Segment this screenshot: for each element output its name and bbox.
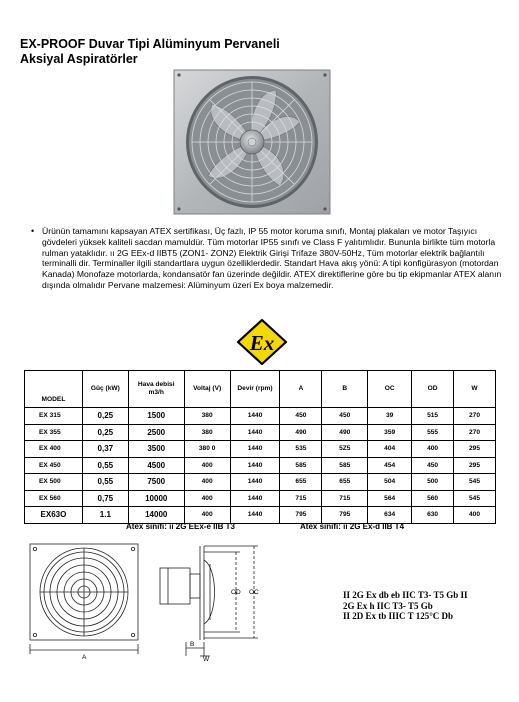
header-power: Güç (kW): [82, 371, 128, 408]
spec-table: [24, 370, 496, 524]
cell-od: 500: [412, 474, 454, 491]
header-a: A: [280, 371, 322, 408]
ex-logo-text: Ex: [249, 331, 275, 355]
cell-power: 0,25: [82, 408, 128, 425]
table-row: [25, 408, 496, 425]
cell-speed: 1440: [230, 408, 280, 425]
cell-w: 545: [454, 490, 496, 507]
certification-block: [343, 590, 467, 622]
ex-atex-logo-icon: [236, 318, 288, 366]
cell-od: 515: [412, 408, 454, 425]
cell-model: EX 315: [25, 408, 83, 425]
product-description: [31, 226, 504, 291]
cert-line-1: II 2G Ex db eb IIC T3- T5 Gb II: [343, 590, 468, 600]
cell-voltage: 400: [184, 474, 230, 491]
header-model: MODEL: [25, 371, 83, 408]
cell-a: 795: [280, 507, 322, 524]
cell-voltage: 400: [184, 457, 230, 474]
cell-power: 0,55: [82, 474, 128, 491]
cell-airflow: 10000: [128, 490, 184, 507]
cell-speed: 1440: [230, 424, 280, 441]
drawing-label-b: B: [190, 641, 195, 648]
cell-speed: 1440: [230, 490, 280, 507]
cell-w: 545: [454, 474, 496, 491]
cell-a: 655: [280, 474, 322, 491]
cell-od: 560: [412, 490, 454, 507]
atex-class-left: Atex sınıfı: ıı 2G EEx-e IIB T3: [126, 522, 235, 531]
cell-voltage: 400: [184, 490, 230, 507]
header-speed: Devir (rpm): [230, 371, 280, 408]
cell-airflow: 7500: [128, 474, 184, 491]
cell-model: EX 355: [25, 424, 83, 441]
cell-voltage: 380 0: [184, 441, 230, 458]
cell-airflow: 3500: [128, 441, 184, 458]
cell-oc: 404: [368, 441, 412, 458]
cell-voltage: 380: [184, 408, 230, 425]
cell-power: 0,37: [82, 441, 128, 458]
title-line-2: Aksiyal Aspiratörler: [20, 52, 138, 66]
cell-oc: 564: [368, 490, 412, 507]
page-title: [20, 37, 280, 67]
header-od: OD: [412, 371, 454, 408]
cell-od: 450: [412, 457, 454, 474]
header-voltage: Voltaj (V): [184, 371, 230, 408]
cert-line-2: 2G Ex h IIC T3- T5 Gb: [343, 600, 433, 611]
cell-od: 400: [412, 441, 454, 458]
cell-w: 270: [454, 424, 496, 441]
cell-w: 270: [454, 408, 496, 425]
cert-line-3: II 2D Ex tb IIIC T 125°C Db: [343, 611, 454, 621]
cell-a: 585: [280, 457, 322, 474]
cell-power: 0,25: [82, 424, 128, 441]
cell-b: 715: [322, 490, 368, 507]
cell-od: 630: [412, 507, 454, 524]
drawing-label-a: A: [82, 654, 87, 661]
technical-drawing: [22, 538, 294, 662]
cell-model: EX 400: [25, 441, 83, 458]
description-text: Ürünün tamamını kapsayan ATEX sertifikası, Üç fazlı, IP 55 motor koruma sınıfı, Montaj plakaları ve motor Taşıyıcı gövdeleri yüksek kaliteli sacdan mamuldür. Tüm motorlar IP55 sınıfı ve Class F yalıtımlıdır. Bununla birlikte tüm motorla rulman yataklıdır. ıı 2G EEx-d IIBT5 (ZON1- ZON2) Elektrik Girişi Trifaze 380V-50Hz, Tüm motorlar elektrik bağlantılı terminalli dir. Terminaller ilgili standartlara uygun özelliklerdedir. Standart Hava akış yönü: A tipi konfigürasyon (motordan Kanada) Monofaze motorlarda, kondansatör fan üzerinde değildir. ATEX direktiflerine göre bu tip ekipmanlar ATEX alanın dışında olmalıdır Pervane malzemesi: Alüminyum üzeri Ex boya malzemedir.: [42, 226, 502, 290]
cell-voltage: 400: [184, 507, 230, 524]
cell-voltage: 380: [184, 424, 230, 441]
cell-airflow: 1500: [128, 408, 184, 425]
cell-speed: 1440: [230, 441, 280, 458]
cell-oc: 504: [368, 474, 412, 491]
fan-product-photo: [172, 68, 332, 216]
header-oc: OC: [368, 371, 412, 408]
header-b: B: [322, 371, 368, 408]
cell-oc: 359: [368, 424, 412, 441]
header-airflow: Hava debisi m3/h: [128, 371, 184, 408]
drawing-label-od: OD: [231, 589, 241, 596]
cell-a: 535: [280, 441, 322, 458]
description-bullet: •: [31, 226, 35, 236]
table-row: [25, 507, 496, 524]
table-header-row: [25, 371, 496, 408]
cell-oc: 454: [368, 457, 412, 474]
table-row: [25, 490, 496, 507]
cell-model: EX 500: [25, 474, 83, 491]
cell-b: 655: [322, 474, 368, 491]
drawing-label-w: W: [203, 656, 210, 662]
cell-a: 715: [280, 490, 322, 507]
cell-speed: 1440: [230, 457, 280, 474]
drawing-label-oc: OC: [249, 589, 259, 596]
atex-class-right: Atex sınıfı: ıı 2G Ex-d IIB T4: [300, 522, 405, 531]
cell-b: 795: [322, 507, 368, 524]
table-row: [25, 474, 496, 491]
cell-oc: 39: [368, 408, 412, 425]
cell-airflow: 14000: [128, 507, 184, 524]
cell-power: 1.1: [82, 507, 128, 524]
cell-w: 400: [454, 507, 496, 524]
header-w: W: [454, 371, 496, 408]
cell-model: EX 560: [25, 490, 83, 507]
cell-a: 450: [280, 408, 322, 425]
cell-airflow: 2500: [128, 424, 184, 441]
cell-power: 0,75: [82, 490, 128, 507]
table-row: [25, 457, 496, 474]
cell-w: 295: [454, 441, 496, 458]
cell-speed: 1440: [230, 507, 280, 524]
cell-od: 555: [412, 424, 454, 441]
title-line-1: EX-PROOF Duvar Tipi Alüminyum Pervaneli: [20, 37, 280, 51]
table-row: [25, 441, 496, 458]
cell-model: EX 450: [25, 457, 83, 474]
cell-b: 5Z5: [322, 441, 368, 458]
cell-speed: 1440: [230, 474, 280, 491]
cell-a: 490: [280, 424, 322, 441]
cell-b: 585: [322, 457, 368, 474]
cell-oc: 634: [368, 507, 412, 524]
cell-b: 450: [322, 408, 368, 425]
cell-model: EX63O: [25, 507, 83, 524]
cell-w: 295: [454, 457, 496, 474]
cell-b: 490: [322, 424, 368, 441]
table-row: [25, 424, 496, 441]
cell-airflow: 4500: [128, 457, 184, 474]
cell-power: 0,55: [82, 457, 128, 474]
